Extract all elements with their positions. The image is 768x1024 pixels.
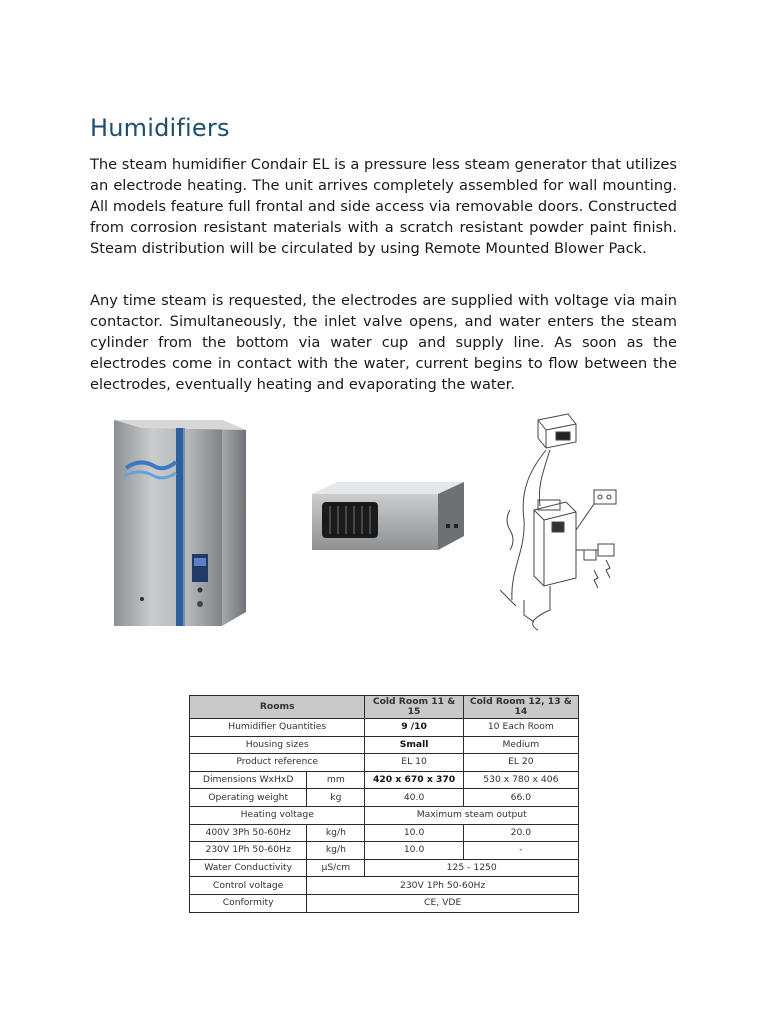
intro-paragraph: The steam humidifier Condair EL is a pressure less steam generator that utilizes an electrode heating. The unit arrives completely assembled for wall mounting. All models feature full frontal and side access via removable doors. Constructed from corrosion resistant materials with a scratch resistant powder paint finish. Steam distribution will be circulated by using Remote Mounted Blower Pack. [90,156,677,257]
cell-value: 10.0 [365,842,463,860]
table-row [190,789,579,807]
table-row [190,771,579,789]
table-row [190,877,579,895]
cell-value: 10 Each Room [463,719,578,737]
table-row [190,806,579,824]
operation-paragraph: Any time steam is requested, the electrodes are supplied with voltage via main contactor. Simultaneously, the inlet valve opens, and water enters the steam cylinder from the bottom via water cup and supply line. As soon as the electrodes come in contact with the water, current begins to flow between the electrodes, eventually heating and evaporating the water. [90,292,677,393]
header-cold-room-11-15: Cold Room 11 & 15 [365,696,463,719]
cell-value: 20.0 [463,824,578,842]
row-label: Water Conductivity [190,859,307,877]
cell-value: Maximum steam output [365,806,579,824]
row-label: Conformity [190,894,307,912]
row-label: Product reference [190,754,365,772]
cell-value: 230V 1Ph 50-60Hz [307,877,579,895]
row-unit: kg/h [307,842,365,860]
table-row [190,754,579,772]
row-label: Heating voltage [190,806,365,824]
cell-value: Medium [463,736,578,754]
row-label: Housing sizes [190,736,365,754]
row-label: Dimensions WxHxD [190,771,307,789]
cell-value: Small [365,736,463,754]
row-label: 400V 3Ph 50-60Hz [190,824,307,842]
row-unit: mm [307,771,365,789]
installation-diagram [490,410,625,640]
table-row [190,824,579,842]
row-unit: µS/cm [307,859,365,877]
cell-value: EL 20 [463,754,578,772]
cell-value: - [463,842,578,860]
cell-value: EL 10 [365,754,463,772]
header-cold-room-12-13-14: Cold Room 12, 13 & 14 [463,696,578,719]
cell-value: 9 /10 [365,719,463,737]
table-row [190,894,579,912]
blower-pack-image [308,480,468,552]
page-title: Humidifiers [90,114,230,142]
row-label: 230V 1Ph 50-60Hz [190,842,307,860]
cell-value: 66.0 [463,789,578,807]
cell-value: 10.0 [365,824,463,842]
cell-value: CE, VDE [307,894,579,912]
row-unit: kg [307,789,365,807]
table-row [190,736,579,754]
table-header-row [190,696,579,719]
row-label: Control voltage [190,877,307,895]
table-row [190,719,579,737]
cell-value: 125 - 1250 [365,859,579,877]
specification-table [189,695,579,913]
cell-value: 40.0 [365,789,463,807]
row-label: Operating weight [190,789,307,807]
humidifier-unit-image [112,414,252,626]
row-unit: kg/h [307,824,365,842]
cell-value: 420 x 670 x 370 [365,771,463,789]
table-row [190,842,579,860]
cell-value: 530 x 780 x 406 [463,771,578,789]
row-label: Humidifier Quantities [190,719,365,737]
header-rooms: Rooms [190,696,365,719]
table-row [190,859,579,877]
